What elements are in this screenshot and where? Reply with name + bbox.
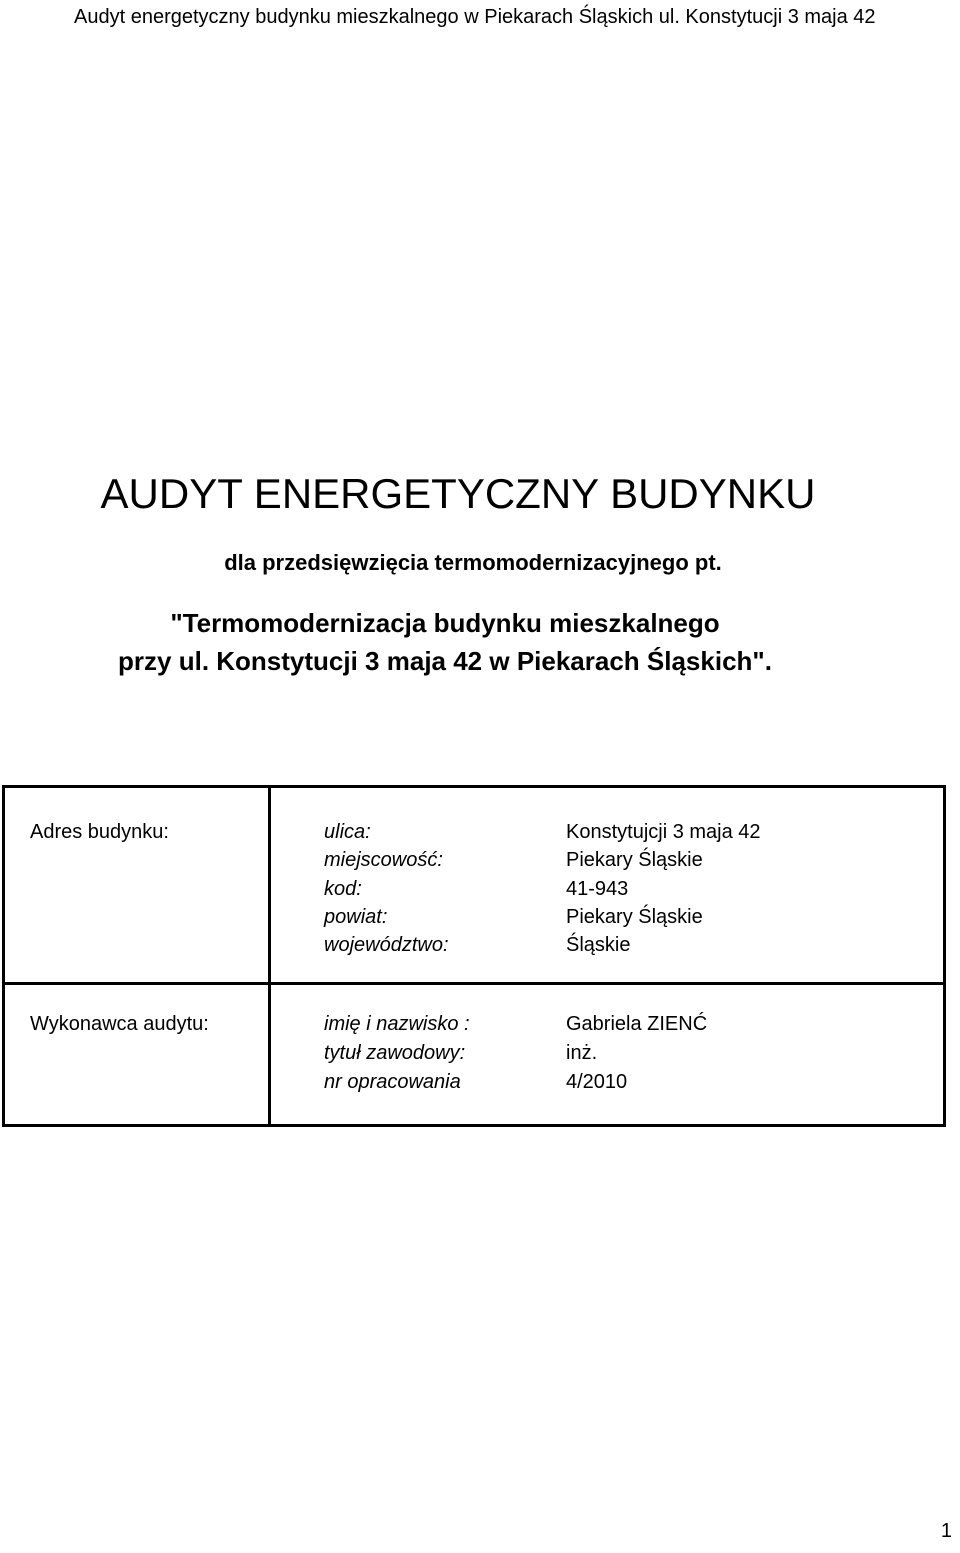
field-label: ulica:: [324, 821, 371, 843]
project-name-line-1: "Termomodernizacja budynku mieszkalnego: [170, 608, 720, 638]
project-name-line-2: przy ul. Konstytucji 3 maja 42 w Piekarach Śląskich".: [118, 646, 772, 676]
field-label: powiat:: [324, 905, 388, 928]
info-table: [2, 785, 946, 1127]
address-row-voivodeship: [5, 934, 943, 962]
field-label: tytuł zawodowy:: [324, 1042, 466, 1064]
auditor-row-title: [5, 1042, 943, 1071]
address-label: Adres budynku:: [30, 821, 169, 843]
running-header: Audyt energetyczny budynku mieszkalnego w Piekarach Śląskich ul. Konstytucji 3 maja 42: [74, 6, 876, 28]
page-number: 1: [940, 1520, 952, 1542]
field-value: 4/2010: [566, 1071, 628, 1093]
auditor-section: [5, 982, 943, 1124]
project-name: [0, 604, 890, 680]
field-value: Gabriela ZIENĆ: [566, 1013, 708, 1035]
auditor-rows: [5, 1013, 943, 1100]
field-value: Śląskie: [566, 934, 631, 957]
address-row-street: [5, 821, 943, 849]
auditor-row-document-number: [5, 1071, 943, 1100]
field-label: imię i nazwisko :: [324, 1013, 470, 1035]
address-rows: [5, 821, 943, 962]
field-label: miejscowość:: [324, 849, 443, 872]
field-value: Konstytujcji 3 maja 42: [566, 821, 761, 843]
field-label: nr opracowania: [324, 1071, 461, 1093]
address-row-city: [5, 849, 943, 877]
address-section: [5, 788, 943, 982]
field-label: województwo:: [324, 934, 449, 957]
field-value: Piekary Śląskie: [566, 905, 703, 928]
document-subtitle: dla przedsięwzięcia termomodernizacyjnego pt.: [224, 550, 722, 575]
document-title: AUDYT ENERGETYCZNY BUDYNKU: [100, 470, 816, 517]
field-value: inż.: [566, 1042, 598, 1064]
address-row-county: [5, 906, 943, 934]
field-label: kod:: [324, 877, 362, 900]
address-row-postal-code: [5, 878, 943, 906]
auditor-row-name: [5, 1013, 943, 1042]
auditor-label: Wykonawca audytu:: [30, 1013, 209, 1035]
field-value: Piekary Śląskie: [566, 849, 703, 872]
field-value: 41-943: [566, 877, 629, 900]
